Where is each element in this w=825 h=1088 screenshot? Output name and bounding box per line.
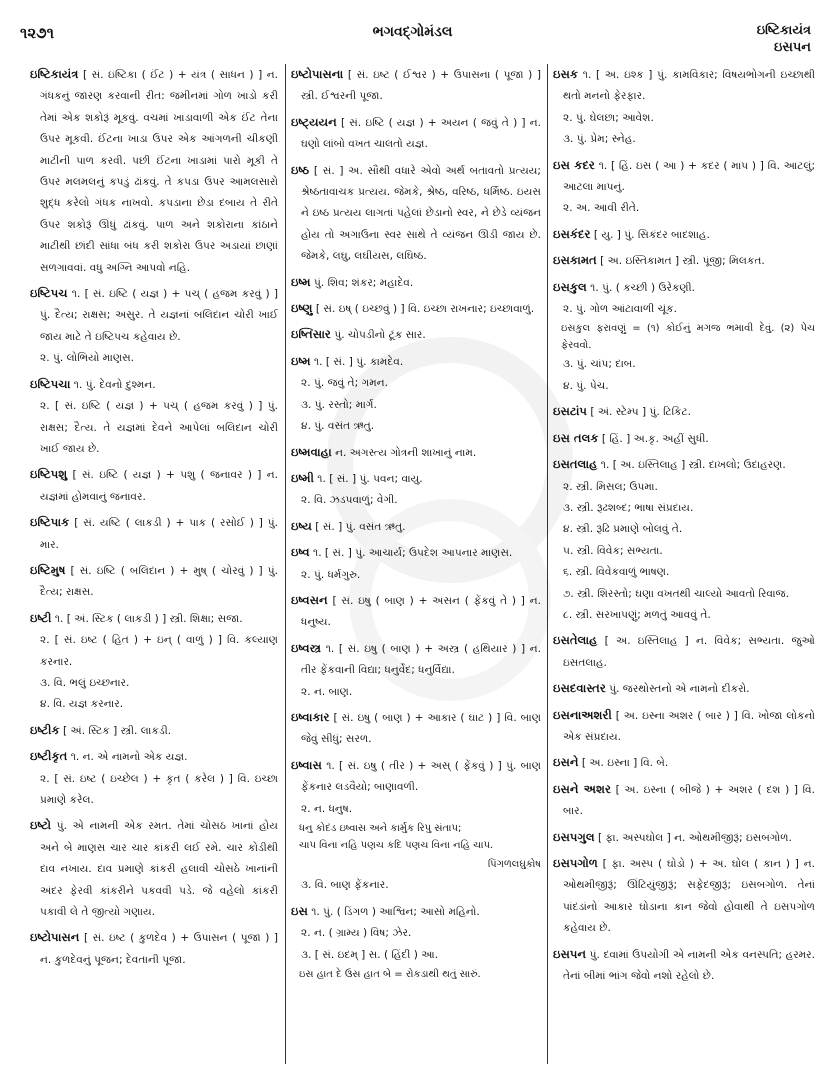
quotation-line: ધનુ કોદંડ ઇષ્વાસ અને કાર્મુક રિપુ સંતાપ; xyxy=(299,823,462,834)
dictionary-entry xyxy=(553,428,815,450)
definition: ૧. ન. એ નામનો એક યજ્ઞ. xyxy=(70,751,188,764)
dictionary-entry xyxy=(291,468,541,512)
definition: પું. જરથોસ્તનો એ નામનો દીકરો. xyxy=(609,683,750,696)
definition: ૧. [ અં. સ્ટિક ( લાકડી ) ] સ્ત્રી. શિક્ષા; સજા. xyxy=(54,612,243,625)
definition: પું. ચોપડીનો ટૂંક સાર. xyxy=(334,329,426,342)
headword: ઇષ્મ xyxy=(291,274,311,289)
entry-main xyxy=(30,746,278,768)
sub-sense: ૩. સ્ત્રી. રૂઢશબ્દ; ભાષા સંપ્રદાય. xyxy=(563,501,694,514)
headword: ઇષ્વાકાર xyxy=(291,709,330,724)
definition: [ અ. ઇસ્ના ( બીજે ) + અશર ( દશ ) ] વિ. બાર. xyxy=(563,783,815,818)
headword: ઇસક xyxy=(553,67,579,81)
entry-main xyxy=(30,927,278,971)
dictionary-entry xyxy=(553,64,815,151)
sub-sense: ૨. પું. જવું તે; ગમન. xyxy=(301,377,388,390)
guide-word-first: ઇષ્ટિકાયંત્ર xyxy=(756,23,811,38)
entry-main xyxy=(30,815,278,923)
headword: ઇસને અશર xyxy=(553,781,611,796)
headword: ઇસકંદર xyxy=(553,226,591,241)
headword: ઇષ્ટો xyxy=(30,818,52,833)
dictionary-entry xyxy=(553,277,815,398)
entry-main xyxy=(291,64,541,108)
definition: [ સં. ઇષ્ટિ ( યજ્ઞ ) + પશુ ( જનાવર ) ] ન. યજ્ઞમાં હોમવાનું જનાવર. xyxy=(40,469,279,503)
entry-main xyxy=(291,324,541,346)
headword: ઇસનાઅશરી xyxy=(553,707,612,722)
sub-sense: ૨. ન. ( ગ્રામ્ય ) વિષ; ઝેર. xyxy=(301,927,412,940)
headword: ઇસપગુલ xyxy=(553,829,595,844)
headword: ઇસ કદર xyxy=(553,157,595,172)
entry-main xyxy=(553,250,815,272)
headword: ઇષ્ટી xyxy=(30,610,52,625)
entry-main xyxy=(291,901,541,923)
entry-main xyxy=(291,638,541,682)
headword: ઇષ્વસન xyxy=(291,592,328,607)
dictionary-entry xyxy=(30,927,278,971)
entry-main xyxy=(291,160,541,268)
headword: ઇષ્ટોપાસના xyxy=(291,67,344,81)
entry-main xyxy=(291,298,541,320)
sub-sense: ૨. [ સં. ઇષ્ટ ( હિત ) + ઇન્ ( વાળું ) ] વિ. કલ્યાણ કરનાર. xyxy=(40,634,278,668)
dictionary-entry xyxy=(291,298,541,320)
entry-main xyxy=(291,468,541,490)
headword: ઇષ્વસ્ત્ર xyxy=(291,640,322,655)
dictionary-entry xyxy=(553,705,815,749)
column-1 xyxy=(30,64,278,975)
definition: [ અ. ઇસ્તિલાહ ] ન. વિવેક; સભ્યતા. જુઓ ઇસતલાહ. xyxy=(563,635,815,669)
quotation-source: પિંગળલઘુકોષ xyxy=(487,859,541,870)
entry-main xyxy=(30,608,278,630)
sub-sense: ૫. સ્ત્રી. વિવેક; સભ્યતા. xyxy=(563,544,663,557)
entry-main xyxy=(553,853,815,940)
dictionary-entry xyxy=(291,755,541,897)
headword: ઇષ્ટિપશુ xyxy=(30,467,68,482)
definition: [ અ. ઇસ્તિકામત ] સ્ત્રી. પૂંજી; મિલકત. xyxy=(600,255,765,268)
definition: ૧. [ સં. ] પું. કામદેવ. xyxy=(313,355,404,368)
entry-main xyxy=(553,779,815,823)
dictionary-entry xyxy=(30,283,278,370)
dictionary-entry xyxy=(553,752,815,774)
headword: ઇસને xyxy=(553,755,579,770)
definition: [ અં. સ્ટિક ] સ્ત્રી. લાકડી. xyxy=(63,724,172,737)
sub-sense: ૨. વિ. ઝડપવાળું; વેગી. xyxy=(301,494,398,507)
definition: [ સં. ઇષ્ટિકા ( ઈંટ ) + યંત્ર ( સાધન ) ] ન. ગંધકનું જારણ કરવાની રીત: જમીનમાં ગોળ ખાડો કરી તેમાં એક શકોરૂં મૂકવું. વચમાં ખાડાવાળી એક ઈંટ તેના ઉપર મૂકવી. ઈંટના ખાડા ઉપર એક આંગળની ચીકણી માટીની પાળ કરવી. પછી ઈંટના ખાડામાં પારો મૂકી તે ઉપર મલમલનું કપડું ઢાંકવું. તે કપડા ઉપર આમલસારો શુદ્ધ કરેલો ગંધક નાખવો. કપડાના છેડા દબાય તે રીતે ઉપર શકોરૂં ઊંધું ઢાંકવું. પાળ અને શકોરાના કાંઠાને માટીથી છાંદી સાંધા બંધ કરી શકોરા ઉપર અડાયાં છાણાં સળગાવવાં. વધુ અગ્નિ આપવો નહિ. xyxy=(40,69,278,274)
entry-main xyxy=(291,755,541,799)
dictionary-entry xyxy=(291,64,541,108)
sub-sense: ૪. સ્ત્રી. રૂઢિ પ્રમાણે બોલવું તે. xyxy=(563,523,683,536)
dictionary-entry xyxy=(30,815,278,923)
headword: ઇસકુલ xyxy=(553,279,587,294)
column-divider xyxy=(547,64,548,1064)
headword: ઇષ્ણુ xyxy=(291,301,313,316)
headword: ઇષ્ટિપાક xyxy=(30,515,70,530)
headword: ઇષ્ટોપાસન xyxy=(30,930,80,945)
entry-main xyxy=(291,272,541,294)
definition: [ સં. ઇષ્ટિ ( બલિદાન ) + મુષ્ ( ચોરવું ) ] પું. દૈત્ય; રાક્ષસ. xyxy=(40,564,278,599)
definition: [ સં. યષ્ટિ ( લાકડી ) + પાક ( રસોઈ ) ] પું. માર. xyxy=(40,517,278,551)
headword: ઇસ xyxy=(291,903,308,918)
headword: ઇષ્ટીકૃત xyxy=(30,749,68,764)
quotation-line: ઇસકુલ ફરાવણું = (૧) કોઈનું મગજ ભમાવી દેવું. (૨) પેચ ફેરવવો. xyxy=(561,323,815,352)
entry-main xyxy=(30,560,278,604)
headword: ઇષ્ટિમુષ xyxy=(30,562,66,577)
sub-sense: ૩. પું. રસ્તો; માર્ગ. xyxy=(301,398,377,411)
headword: ઇષ્ટિકાયંત્ર xyxy=(30,67,79,81)
definition: [ સં. ઇષુ ( બાણ ) + અસન ( ફેંકવું તે ) ] ન. ધનુષ્ય. xyxy=(301,594,541,629)
definition: ૧. [ અ. ઇશ્ક ] પું. કામવિકાર; વિષયભોગની ઇચ્છાથી થતો મનનો ફેરફાર. xyxy=(563,69,815,103)
definition: ૧. [ સં. ] પું. પવન; વાયુ. xyxy=(317,472,423,485)
guide-words xyxy=(757,22,811,56)
dictionary-entry xyxy=(291,590,541,634)
headword: ઇસતલાહ xyxy=(553,457,598,472)
headword: ઇષ્મ xyxy=(291,353,311,368)
definition: [ સં. ઇષ્ટ ( ઈશ્વર ) + ઉપાસના ( પૂજા ) ] સ્ત્રી. ઈશ્વરની પૂજા. xyxy=(301,69,541,103)
dictionary-entry xyxy=(553,853,815,940)
definition: ૧. [ હિં. ઇસ ( આ ) + કદર ( માપ ) ] વિ. આટલું; આટલા માપનું. xyxy=(563,159,816,194)
quotation-line: ચાપ વિના નહિ પણચ કદિ પણચ વિના નહિ ચાપ. xyxy=(299,840,494,851)
dictionary-entry xyxy=(30,512,278,556)
sub-sense: ૨. [ સં. ઇષ્ટ ( ઇચ્છેલ ) + કૃત ( કરેલ ) ] વિ. ઇચ્છા પ્રમાણે કરેલ. xyxy=(40,772,278,806)
headword: ઇષ્વ xyxy=(291,545,310,560)
guide-word-last: ઇસપન xyxy=(773,40,811,55)
dictionary-entry xyxy=(291,272,541,294)
column-2 xyxy=(291,64,541,987)
entry-main xyxy=(553,428,815,450)
dictionary-entry xyxy=(553,944,815,988)
sub-sense: ૩. પું. પ્રેમ; સ્નેહ. xyxy=(563,133,636,146)
dictionary-entry xyxy=(553,155,815,220)
dictionary-entry xyxy=(553,454,815,626)
column-divider xyxy=(285,64,286,1064)
definition: ૧. પું. ( ડિંગળ ) આશ્વિન; આસો મહિનો. xyxy=(311,905,480,918)
entry-main xyxy=(553,705,815,749)
definition: ૧. [ સં. ઇષ્ટિ ( યજ્ઞ ) + પચ્ ( હજમ કરવું ) ] પું. દૈત્ય; રાક્ષસ; અસુર. તે યજ્ઞનાં બલિદાન ચોરી ખાઈ જાય માટે તે ઇષ્ટિપચ કહેવાય છે. xyxy=(40,288,278,343)
sub-sense: ૪. પું. પેચ. xyxy=(563,379,609,392)
entry-main xyxy=(291,590,541,634)
definition: [ સં. ઇષ્ટિ ( યજ્ઞ ) + અયન ( જવું તે ) ] ન. ઘણો લાંબો વખત ચાલતો યજ્ઞ. xyxy=(301,116,541,151)
sub-sense: ૨. ન. ધનુષ. xyxy=(301,802,353,815)
headword: ઇષ્ય xyxy=(291,518,312,533)
headword: ઇસપગોળ xyxy=(553,856,598,870)
dictionary-entry xyxy=(553,779,815,823)
dictionary-entry xyxy=(553,630,815,674)
dictionary-entry xyxy=(553,224,815,246)
page-number: ૧૨૭૧ xyxy=(20,24,54,42)
definition: પું. એ નામની એક રમત. તેમાં ચોસઠ ખાનાં હોય અને બે માણસ ચાર ચાર કાંકરી લઈ રમે. ચાર કોડીથી દાવ નખાય. દાવ પ્રમાણે કાંકરી હલાવી ચોસઠે ખાનાંની અંદર ફેરવી કાંકરીને પકવવી પડે. જે વહેલો કાંકરી પકાવી લે તે જીત્યો ગણાય. xyxy=(40,820,278,919)
definition: [ હિં. ] અ.કૃ. અહીં સુધી. xyxy=(601,432,709,445)
headword: ઇસતેલાહ xyxy=(553,633,598,648)
sub-sense: ૨. પું. ઘેલછા; આવેશ. xyxy=(563,111,654,124)
sub-sense: ૨. પું. લોભિયો માણસ. xyxy=(40,352,135,365)
entry-main xyxy=(553,454,815,476)
headword: ઇસ તલક xyxy=(553,430,599,445)
entry-main xyxy=(553,277,815,299)
entry-main xyxy=(291,516,541,538)
sub-sense: ૬. સ્ત્રી. વિવેકવાળું ભાષણ. xyxy=(563,566,670,579)
definition: [ સં. ઇષ્ ( ઇચ્છવું ) ] વિ. ઇચ્છા રાખનાર; ઇચ્છાવાળું. xyxy=(315,303,535,316)
sub-sense: ૨. પું. ધર્મગુરુ. xyxy=(301,568,361,581)
headword: ઇષ્ટ્યયન xyxy=(291,114,337,129)
headword: ઇષ્વાસ xyxy=(291,757,322,772)
sub-sense: ૨. ન. બાણ. xyxy=(301,685,353,698)
sub-sense: ૩. વિ. ભલું ઇચ્છનાર. xyxy=(40,676,130,689)
page-header xyxy=(0,0,825,60)
definition: [ ફા. અસ્પ ( ઘોડો ) + અ. ઘોલ ( કાન ) ] ન. ઓથમીજીરૂં; ઊંટિયુંજીરૂં; સફેદજીરૂં; ઇસબગોળ. તેનાં પાંદડાંનો આકાર ઘોડાના કાન જેવો હોવાથી તે ઇસપગોળ કહેવાય છે. xyxy=(563,858,815,935)
entry-main xyxy=(553,827,815,849)
dictionary-entry xyxy=(291,112,541,156)
headword: ઇસટાંપ xyxy=(553,404,587,419)
headword: ઇષ્મવાહા xyxy=(291,444,332,459)
entry-main xyxy=(291,707,541,751)
dictionary-entry xyxy=(291,542,541,586)
definition: ૧. પું. ( કચ્છી ) ઉરેકણી. xyxy=(590,281,696,294)
entry-main xyxy=(553,64,815,108)
dictionary-entry xyxy=(30,720,278,742)
entry-main xyxy=(30,374,278,396)
entry-main xyxy=(553,401,815,423)
definition: પું. શિવ; શંકર; મહાદેવ. xyxy=(313,276,414,289)
entry-main xyxy=(30,464,278,508)
page-title: ભગવદ્ગોમંડલ xyxy=(372,24,453,40)
definition: ૧. [ સં. ઇષુ ( તીર ) + અસ્ ( ફેંકવું ) ] પું. બાણ ફેંકનાર લડવૈયો; બાણાવળી. xyxy=(301,759,542,794)
headword: ઇષ્ઠ xyxy=(291,162,310,177)
dictionary-entry xyxy=(291,160,541,268)
entry-main xyxy=(553,678,815,700)
definition: ન. અગસ્ત્ય ગોત્રની શાખાનું નામ. xyxy=(335,446,477,459)
definition: [ અ. ઇસ્ના ] વિ. બે. xyxy=(581,757,669,770)
sub-sense: ૨. પું. ગોળ આંટાવાળી ચૂંક. xyxy=(563,303,677,316)
sub-sense: ૪. વિ. યજ્ઞ કરનાર. xyxy=(40,698,124,711)
sub-sense: ૨. સ્ત્રી. મિસલ; ઉપમા. xyxy=(563,480,658,493)
quotation-line: ઇસ હાત દે ઉસ હાત બે = રોકડાથી થતું સારું. xyxy=(299,969,481,981)
headword: ઇષ્મી xyxy=(291,470,314,485)
entry-main xyxy=(30,64,278,279)
entry-main xyxy=(291,542,541,564)
headword: ઇસકામત xyxy=(553,253,597,268)
dictionary-entry xyxy=(291,707,541,751)
definition: [ સં. ] અ. સૌથી વધારે એવો અર્થ બતાવતો પ્રત્યય; શ્રેષ્ઠતાવાચક પ્રત્યય. જેમકે, શ્રેષ્ઠ, વરિષ્ઠ, ધર્મિષ્ઠ. ઇયસ ને ઇષ્ઠ પ્રત્યય લાગતાં પહેલાં છેડાનો સ્વર, ને છેડે વ્યંજન હોય તો અગાઉના સ્વર સાથે તે વ્યંજન ઊડી જાય છે. જેમકે, લઘુ, લઘીયસ, લઘિષ્ઠ. xyxy=(301,164,541,263)
entry-main xyxy=(553,630,815,674)
headword: ઇષ્ટીક xyxy=(30,722,60,737)
dictionary-entry xyxy=(30,746,278,811)
sub-sense: ૨. [ સં. ઇષ્ટિ ( યજ્ઞ ) + પચ્ ( હજમ કરવું ) ] પું. રાક્ષસ; દૈત્ય. તે યજ્ઞમાં દેવને આપેલાં બલિદાન ચોરી ખાઈ જાય છે. xyxy=(40,400,278,455)
entry-main xyxy=(553,944,815,988)
definition: [ સં. ] પું. વસંત ઋતુ. xyxy=(315,520,406,533)
sub-sense: ૩. વિ. બાણ ફેંકનાર. xyxy=(301,879,389,892)
dictionary-entry xyxy=(30,374,278,461)
dictionary-entry xyxy=(291,638,541,703)
headword: ઇષ્ટિપચા xyxy=(30,376,71,391)
headword: ઇષ્ટિપચ xyxy=(30,286,68,301)
definition: [ ફા. અસ્પઘોલ ] ન. ઓથમીજીરૂં; ઇસબગોળ. xyxy=(597,831,792,844)
definition: ૧. પું. દેવનો દુશ્મન. xyxy=(73,378,156,391)
definition: ૧. [ અ. ઇસ્તિલાહ ] સ્ત્રી. દાખલો; ઉદાહરણ. xyxy=(600,459,786,472)
dictionary-entry xyxy=(30,464,278,508)
dictionary-entry xyxy=(291,516,541,538)
dictionary-entry xyxy=(291,324,541,346)
dictionary-entry xyxy=(553,678,815,700)
definition: [ અં. સ્ટેમ્પ ] પું. ટિકિટ. xyxy=(590,406,692,419)
dictionary-entry xyxy=(30,560,278,604)
sub-sense: ૭. સ્ત્રી. શિરસ્તો; ઘણા વખતથી ચાલ્યો આવતો રિવાજ. xyxy=(563,587,790,600)
entry-main xyxy=(30,512,278,556)
definition: [ સં. ઇષ્ટ ( કુળદેવ ) + ઉપાસન ( પૂજા ) ] ન. કુળદેવનું પૂજન; દેવતાની પૂજા. xyxy=(40,932,278,966)
entry-main xyxy=(291,112,541,156)
entry-main xyxy=(553,224,815,246)
dictionary-entry xyxy=(30,608,278,716)
headword: ઇસદવાસ્તર xyxy=(553,681,606,696)
definition: ૧. [ સં. ] પું. આચાર્ય; ઉપદેશ આપનાર માણસ. xyxy=(313,547,513,560)
sub-sense: ૩. પું. ચાંપ; દાબ. xyxy=(563,358,636,371)
entry-main xyxy=(30,283,278,348)
sub-sense: ૨. અ. આવી રીતે. xyxy=(563,202,640,215)
sub-sense: ૮. સ્ત્રી. સરખાપણું; મળતું આવવું તે. xyxy=(563,608,711,621)
entry-main xyxy=(291,351,541,373)
sub-sense: ૩. [ સં. ઇદમ્ ] સ. ( હિંદી ) આ. xyxy=(301,948,439,961)
headword: ઇષ્તિસાર xyxy=(291,327,331,342)
sub-sense: ૪. પું. વસંત ઋતુ. xyxy=(301,420,375,433)
entry-main xyxy=(553,752,815,774)
dictionary-entry xyxy=(553,827,815,849)
entry-main xyxy=(553,155,815,199)
definition: [ યુ. ] પું. સિકંદર બાદશાહ. xyxy=(593,228,710,241)
definition: [ અ. ઇસ્ના અશર ( બાર ) ] વિ. ખોજા લોકનો એક સંપ્રદાય. xyxy=(563,709,815,743)
dictionary-entry xyxy=(291,442,541,464)
column-3 xyxy=(553,64,815,991)
dictionary-entry xyxy=(291,901,541,983)
definition: [ સં. ઇષુ ( બાણ ) + આકાર ( ઘાટ ) ] વિ. બાણ જેવું સીધું; સરળ. xyxy=(301,711,541,746)
entry-main xyxy=(291,442,541,464)
dictionary-entry xyxy=(553,401,815,423)
headword: ઇસપન xyxy=(553,946,587,961)
dictionary-entry xyxy=(553,250,815,272)
dictionary-entry xyxy=(30,64,278,279)
definition: ૧. [ સં. ઇષુ ( બાણ ) + અસ્ત્ર ( હથિયાર ) ] ન. તીર ફેંકવાની વિદ્યા; ધનુર્વેદ; ધનુર્વિદ્યા. xyxy=(301,642,542,677)
entry-main xyxy=(30,720,278,742)
dictionary-entry xyxy=(291,351,541,438)
definition: પું. દવામાં ઉપયોગી એ નામની એક વનસ્પતિ; હરમર. તેનાં બીમાં ભાંગ જેવો નશો રહેલો છે. xyxy=(563,948,815,983)
